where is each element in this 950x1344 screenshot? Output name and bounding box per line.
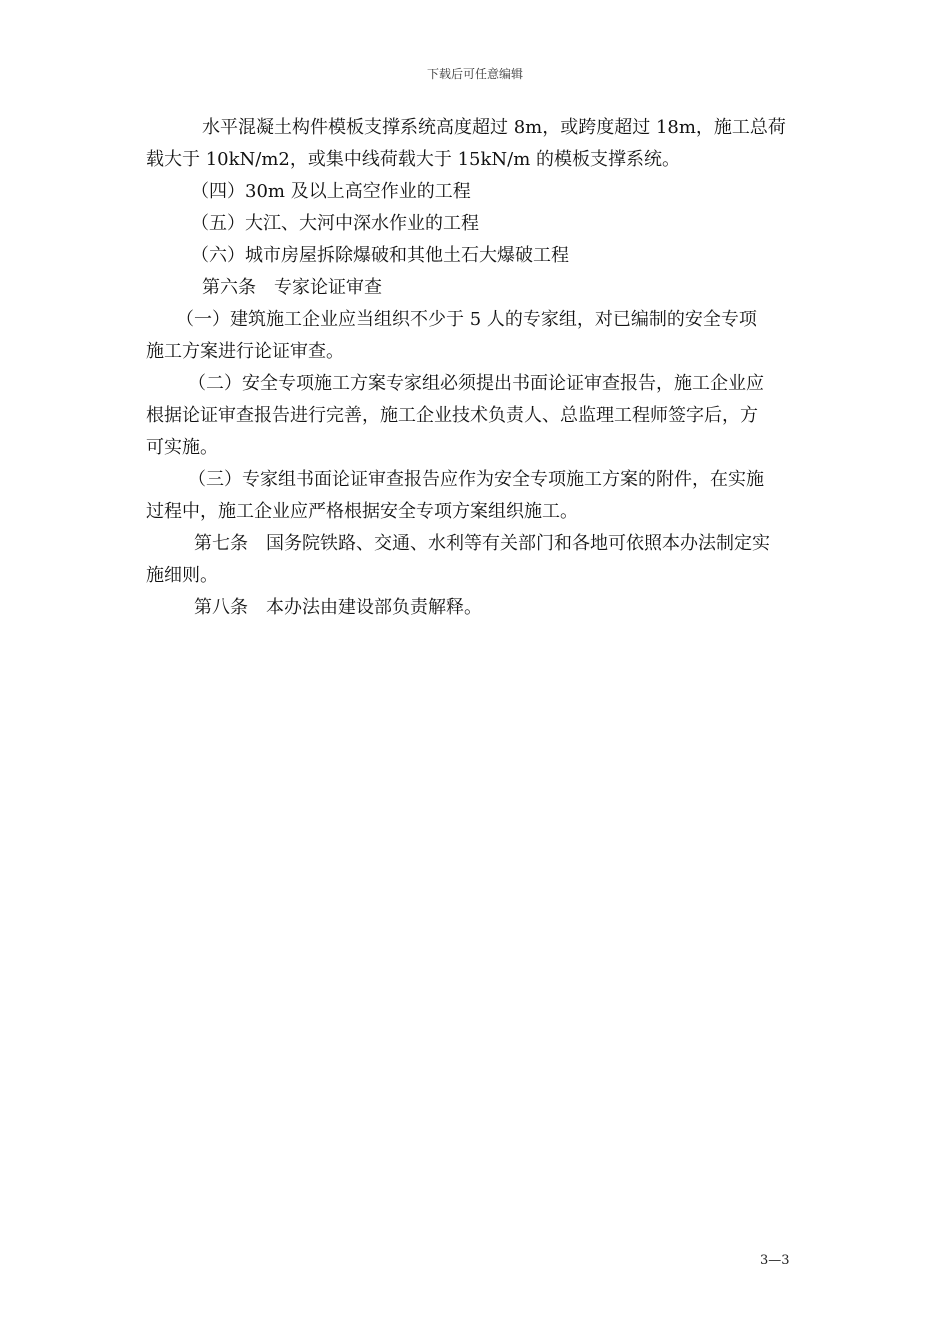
document-body: [146, 112, 806, 624]
body-line: 施工方案进行论证审查。: [146, 341, 344, 362]
list-item: （三）专家组书面论证审查报告应作为安全专项施工方案的附件，在实施: [188, 469, 764, 490]
list-item: （五）大江、大河中深水作业的工程: [191, 213, 479, 234]
article-heading: 第六条 专家论证审查: [202, 277, 382, 298]
list-item: （二）安全专项施工方案专家组必须提出书面论证审查报告，施工企业应: [188, 373, 764, 394]
body-line: 载大于 10kN/m2，或集中线荷载大于 15kN/m 的模板支撑系统。: [146, 149, 681, 170]
body-line: 根据论证审查报告进行完善，施工企业技术负责人、总监理工程师签字后，方: [146, 405, 758, 426]
body-line: 水平混凝土构件模板支撑系统高度超过 8m，或跨度超过 18m，施工总荷: [202, 117, 786, 138]
article-heading: 第八条 本办法由建设部负责解释。: [194, 597, 482, 618]
list-item: （一）建筑施工企业应当组织不少于 5 人的专家组，对已编制的安全专项: [176, 309, 757, 330]
article-heading: 第七条 国务院铁路、交通、水利等有关部门和各地可依照本办法制定实: [194, 533, 770, 554]
list-item: （四）30m 及以上高空作业的工程: [191, 181, 471, 202]
body-line: 施细则。: [146, 565, 218, 586]
body-line: 过程中，施工企业应严格根据安全专项方案组织施工。: [146, 501, 578, 522]
page-number: 3—3: [760, 1253, 790, 1268]
list-item: （六）城市房屋拆除爆破和其他土石大爆破工程: [191, 245, 569, 266]
page-header: 下载后可任意编辑: [426, 67, 523, 81]
body-line: 可实施。: [146, 437, 218, 458]
